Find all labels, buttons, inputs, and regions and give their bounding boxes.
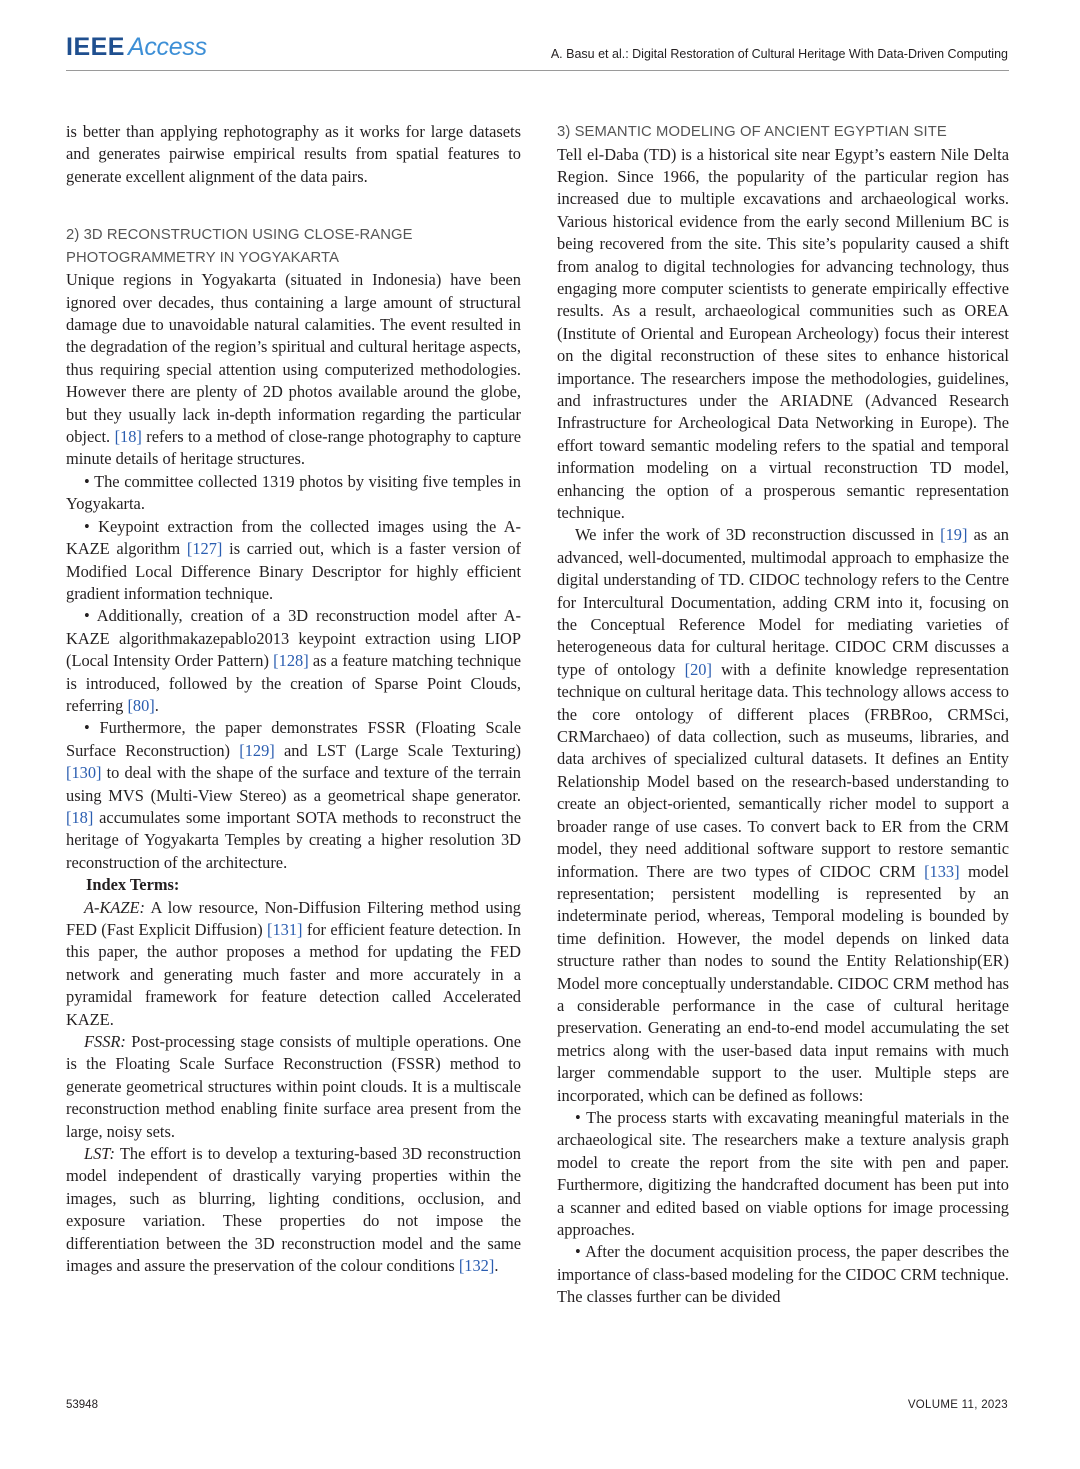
term-akaze — [66, 897, 521, 1031]
text-run: • Furthermore, the paper demonstrates FSSR (Floating Scale Surface Reconstruction) — [66, 718, 521, 760]
section-heading-3: 3) SEMANTIC MODELING OF ANCIENT EGYPTIAN SITE — [557, 124, 947, 140]
right-bullet-2: • After the document acquisition process, the paper describes the importance of class-based modeling for the CIDOC CRM technique. The classes further can be divided — [557, 1242, 1009, 1307]
text-run: Post-processing stage consists of multiple operations. One is the Floating Scale Surface Reconstruction (FSSR) method to generate geometrical structures within point clouds. It is a multiscale reconstruction method enabling finite surface area present from the large, noisy sets. — [66, 1032, 521, 1141]
text-run: . — [494, 1256, 499, 1276]
text-run: with a definite knowledge representation technique on cultural heritage data. This technology allows access to the core ontology of different places (FRBRoo, CRMSci, CRMarchaeo) of data collection, such as museums, libraries, and data archives of specialized cultural datasets. It defines an Entity Relationship Model based on the research-based understanding to create an object-oriented, semantically richer model to support a broader range of use cases. To convert back to ER from the CRM model, they need additional software support to restore semantic information. There are two types of CIDOC CRM — [557, 659, 1009, 881]
citation-link[interactable]: [80] — [127, 695, 155, 715]
text-run: accumulates some important SOTA methods to reconstruct the heritage of Yogyakarta Temples by creating a higher resolution 3D reconstruction of the architecture. — [66, 807, 521, 872]
citation-link[interactable]: [130] — [66, 763, 102, 783]
citation-link[interactable]: [131] — [267, 920, 303, 939]
section-heading-2-line-1: 2) 3D RECONSTRUCTION USING CLOSE-RANGE — [66, 227, 413, 244]
text-run: refers to a method of close-range photography to capture minute details of heritage structures. — [66, 427, 522, 469]
bullet-1: • The committee collected 1319 photos by visiting five temples in Yogyakarta. — [66, 471, 521, 514]
text-run: We infer the work of 3D reconstruction discussed in — [575, 525, 941, 545]
text-run: as a feature matching technique is introduced, followed by the creation of Sparse Point Clouds, referring — [66, 651, 521, 715]
citation-link[interactable]: [18] — [114, 427, 142, 447]
logo-access-text: Access — [127, 33, 207, 61]
citation-link[interactable]: [128] — [273, 651, 309, 671]
citation-link[interactable]: [18] — [66, 807, 94, 827]
section-heading-2 — [66, 224, 521, 269]
text-run: A low resource, Non-Diffusion Filtering method using FED (Fast Explicit Diffusion) — [66, 897, 521, 939]
volume-label: VOLUME 11, 2023 — [907, 1399, 1008, 1411]
right-paragraph-2 — [557, 524, 1009, 1107]
citation-link[interactable]: [133] — [924, 861, 960, 881]
left-column — [66, 121, 521, 1278]
term-fssr — [66, 1031, 521, 1143]
left-paragraph-continuation: is better than applying rephotography as it works for large datasets and generates pairwise empirical results from spatial features to generate excellent alignment of the data pairs. — [66, 122, 521, 186]
text-run: is carried out, which is a faster version of Modified Local Difference Binary Descriptor for highly efficient gradient information technique. — [66, 539, 521, 603]
citation-link[interactable]: [132] — [458, 1256, 495, 1276]
term-label: FSSR: — [84, 1032, 126, 1052]
text-run: to deal with the shape of the surface and texture of the terrain using MVS (Multi-View Stereo) as a geometrical shape generator. — [66, 763, 521, 805]
term-lst — [66, 1143, 521, 1277]
term-label: LST: — [84, 1144, 115, 1164]
left-paragraph-1 — [66, 269, 521, 471]
citation-link[interactable]: [20] — [684, 659, 712, 679]
text-run: for efficient feature detection. In this paper, the author proposes a method for updating the FED network and generating much faster and more accurately in a pyramidal framework for feature detection called Accelerated KAZE. — [66, 920, 521, 1029]
text-run: • Keypoint extraction from the collected images using the A-KAZE algorithm — [66, 516, 521, 559]
right-paragraph-1: Tell el-Daba (TD) is a historical site near Egypt’s eastern Nile Delta Region. Since 1966, the popularity of the particular region has increased due to multiple excavations and archaeological works. Various historical evidence from the early second Millenium BC is being recovered from the site. This site’s popularity caused a shift from analog to digital technologies for advancing technology, thus engaging more computer scientists to generate empirically effective results. As a result, archaeological communities such as OREA (Institute of Oriental and European Archeology) focus their interest on the digital reconstruction of these sites to enhance historical importance. The researchers impose the methodologies, guidelines, and infrastructures under the ARIADNE (Advanced Research Infrastructure for Archeological Data Networking in Europe). The effort toward semantic modeling refers to the spatial and temporal information modeling on a virtual reconstruction TD model, enhancing the option of a prosperous semantic representation technique. — [557, 144, 1009, 522]
bullet-3 — [66, 605, 521, 717]
section-heading-2-line-2: PHOTOGRAMMETRY IN YOGYAKARTA — [66, 249, 340, 266]
index-terms-heading: Index Terms: — [86, 875, 180, 895]
section-gap — [66, 188, 521, 224]
right-column — [557, 121, 1009, 1309]
right-bullet-1: • The process starts with excavating meaningful materials in the archaeological site. The researchers make a texture analysis graph model to create the report from the site with pen and paper. Furthermore, digitizing the handcrafted document has been put into a scanner and edited based on viable options for image processing approaches. — [557, 1107, 1009, 1239]
text-run: Unique regions in Yogyakarta (situated in Indonesia) have been ignored over decades, thus containing a large amount of structural damage due to unavoidable natural calamities. The event resulted in the degradation of the region’s spiritual and cultural heritage aspects, thus requiring special attention using computerized methodologies. However there are plenty of 2D photos available around the globe, but they usually lack in-depth information regarding the particular object. — [66, 270, 521, 447]
term-label: A-KAZE: — [84, 897, 146, 917]
text-run: model representation; persistent modelling is represented by an indeterminate period, whereas, Temporal modeling is bounded by time definition. However, the model depends on linked data structure rather than nodes to sound the Entity Relationship(ER) Model more conceptually understandable. CIDOC CRM method has a considerable performance in the case of cultural heritage preservation. Generating an end-to-end model accumulating the set metrics along with the user-based data input remains with much larger commendable support to the user. Multiple steps are incorporated, which can be defined as follows: — [557, 861, 1009, 1105]
page-number: 53948 — [66, 1399, 98, 1411]
running-title: A. Basu et al.: Digital Restoration of Cultural Heritage With Data-Driven Computing — [550, 47, 1008, 61]
text-run: and LST (Large Scale Texturing) — [274, 740, 521, 760]
text-run: • Additionally, creation of a 3D reconstruction model after A-KAZE algorithmakazepablo2013 keypoint extraction using LIOP (Local Intensity Order Pattern) — [66, 606, 521, 671]
citation-link[interactable]: [129] — [239, 740, 275, 760]
logo-ieee-text: IEEE — [66, 33, 125, 61]
bullet-2 — [66, 516, 521, 606]
citation-link[interactable]: [127] — [186, 539, 223, 559]
text-run: The effort is to develop a texturing-based 3D reconstruction model independent of drastically varying properties within the images, such as blurring, lighting conditions, occlusion, and exposure variation. These properties do not impose the differentiation between the 3D reconstruction model and the same images and assure the preservation of the colour conditions — [66, 1144, 521, 1276]
text-run: . — [154, 695, 159, 715]
text-run: as an advanced, well-documented, multimodal approach to emphasize the digital understanding of TD. CIDOC technology refers to the Centre for Intercultural Documentation, adding CRM into it, focusing on the Conceptual Reference Model for mediating varieties of heterogeneous data for cultural heritage. CIDOC CRM discusses a type of ontology — [557, 525, 1009, 679]
ieee-access-logo — [66, 33, 207, 63]
bullet-4 — [66, 717, 521, 874]
header-rule — [66, 70, 1009, 71]
citation-link[interactable]: [19] — [940, 525, 968, 545]
